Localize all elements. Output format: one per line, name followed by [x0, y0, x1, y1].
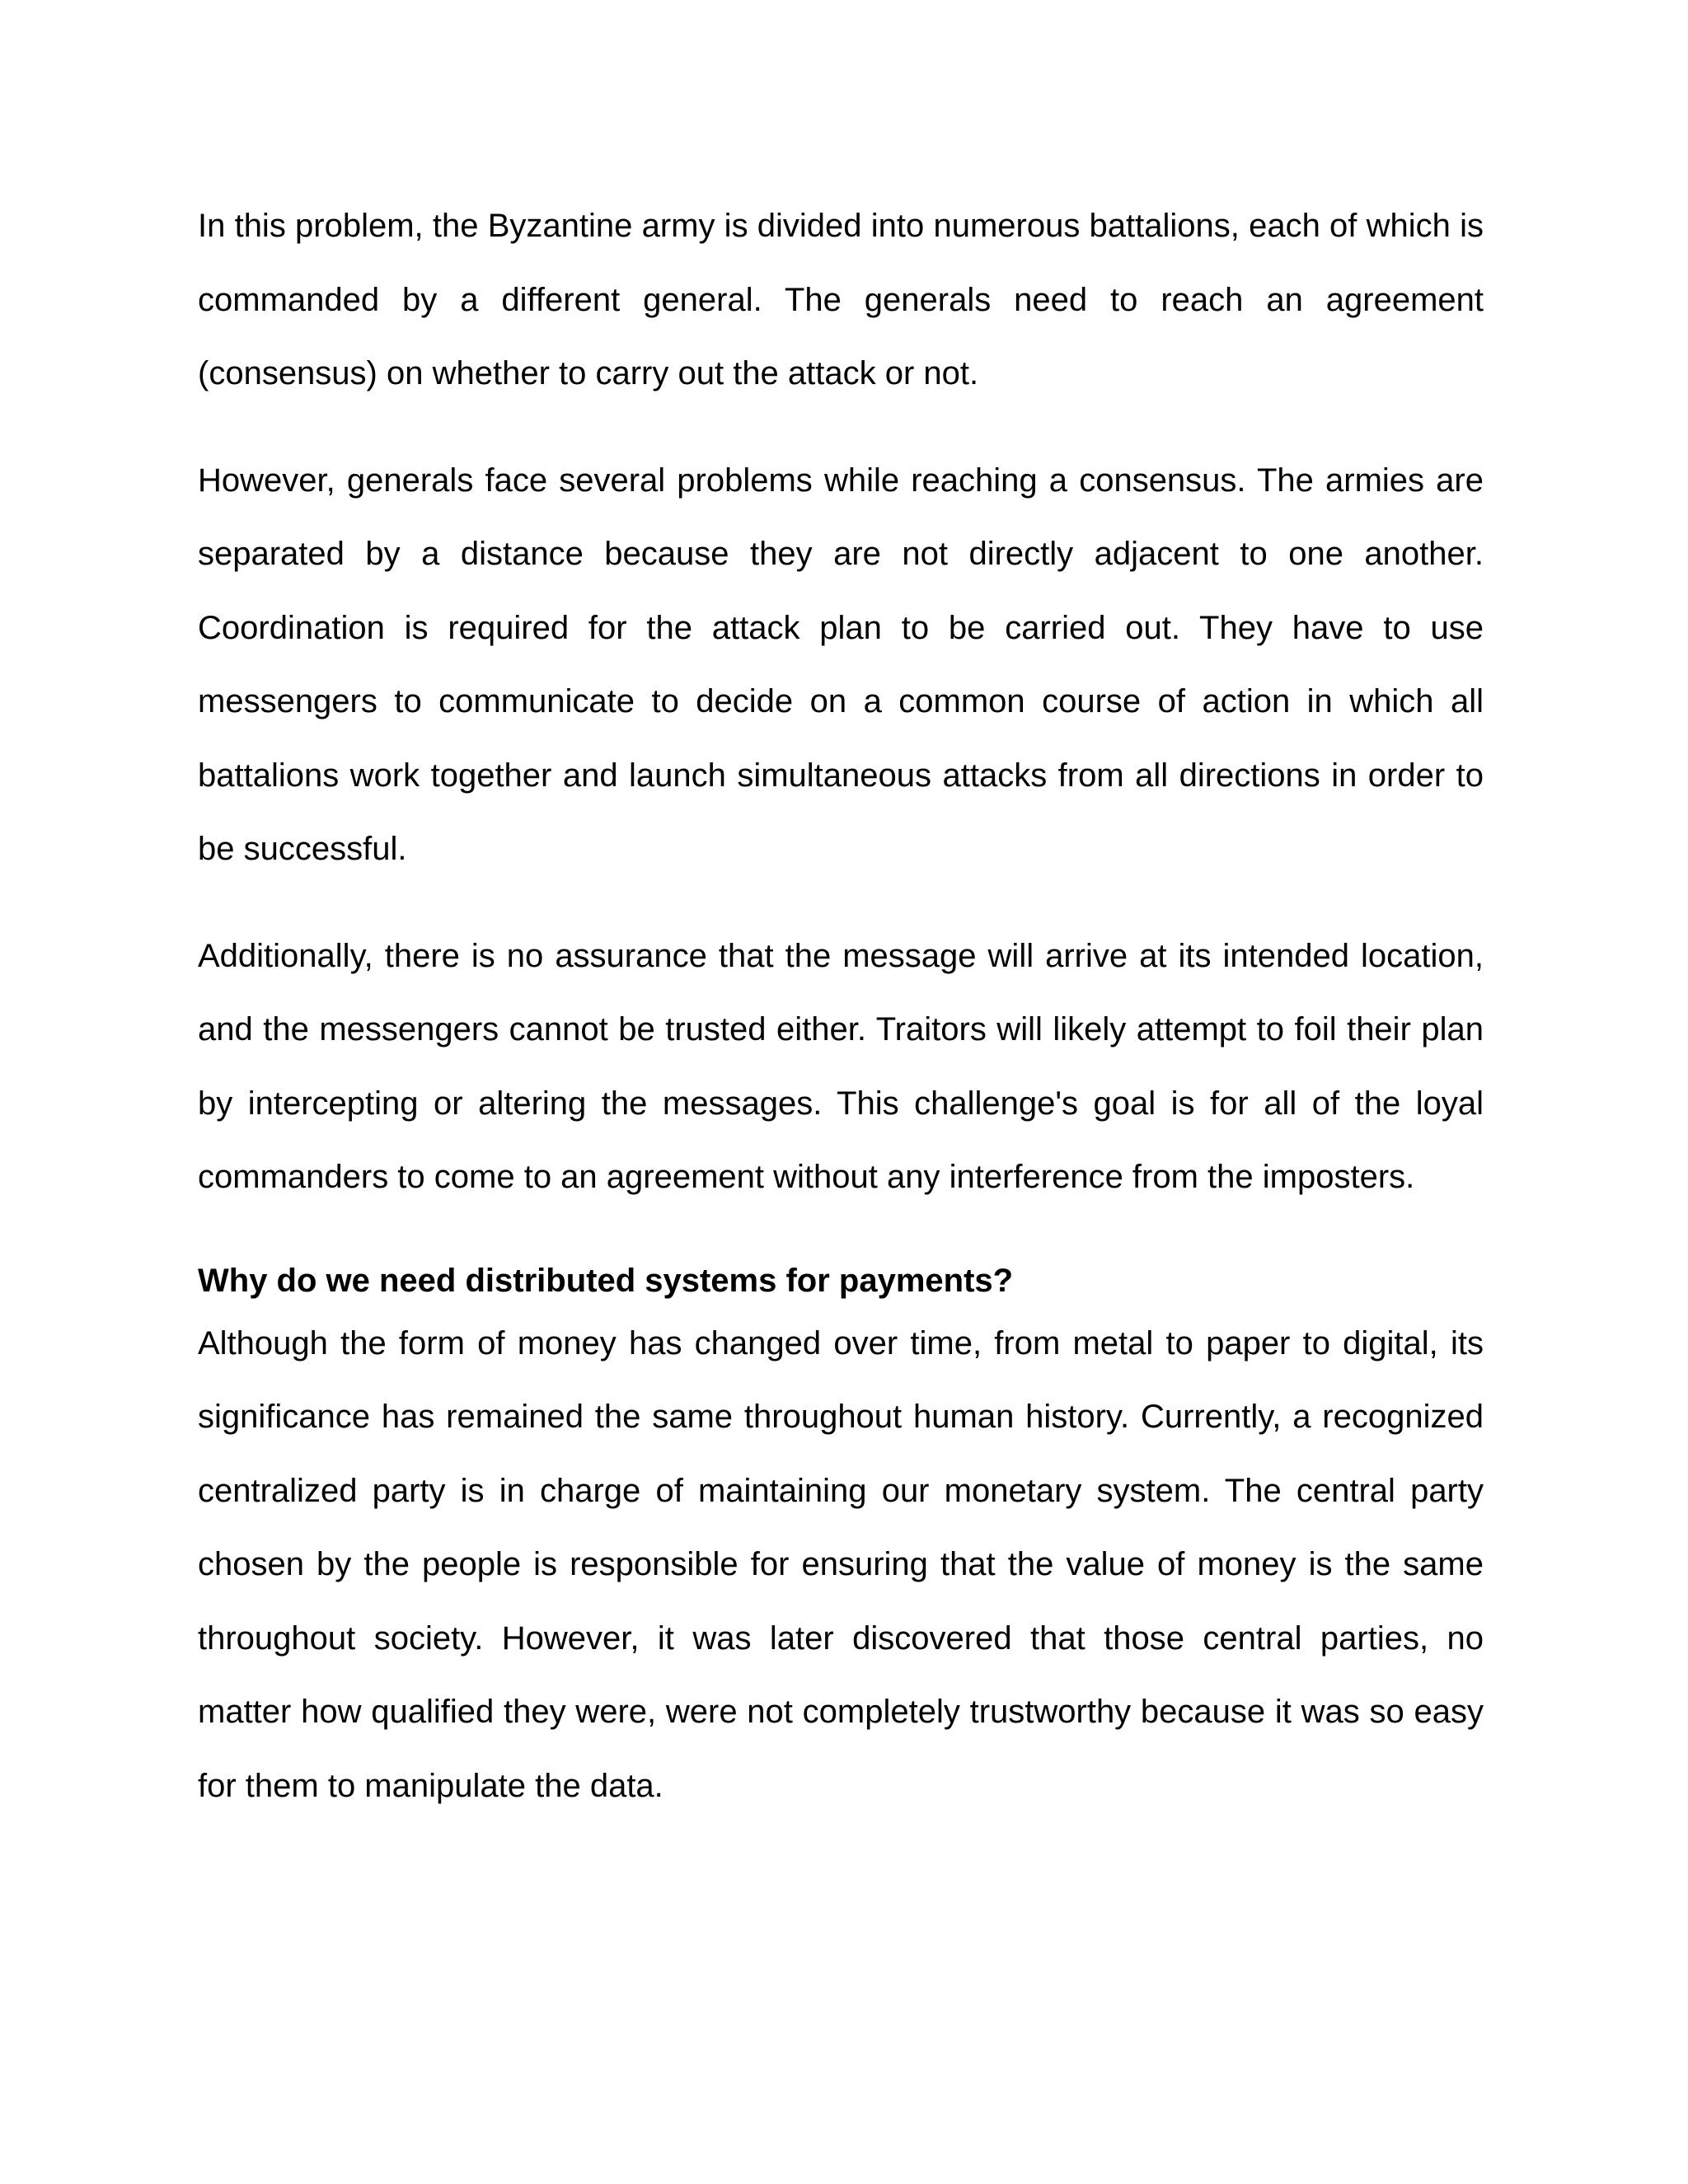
paragraph-message-assurance: Additionally, there is no assurance that the message will arrive at its intended location, and the messengers cannot be trusted either. Traitors will likely attempt to foil their plan by intercepting or altering the messages. This challenge's goal is for all of the loyal commanders to come to an agreement without any interference from the imposters. [198, 937, 1484, 1195]
paragraph-consensus-problems: However, generals face several problems while reaching a consensus. The armies are separated by a distance because they are not directly adjacent to one another. Coordination is required for the attack plan to be carried out. They have to use messengers to communicate to decide on a common course of action in which all battalions work together and launch simultaneous attacks from all directions in order to be successful. [198, 462, 1484, 867]
section-heading: Why do we need distributed systems for payments? [198, 1262, 1014, 1299]
paragraph-payments: Although the form of money has changed over time, from metal to paper to digital, its significance has remained the same throughout human history. Currently, a recognized centralized party is in charge of maintaining our monetary system. The central party chosen by the people is responsible for ensuring that the value of money is the same throughout society. However, it was later discovered that those central parties, no matter how qualified they were, were not completely trustworthy because it was so easy for them to manipulate the data. [198, 1324, 1484, 1804]
document-page [198, 190, 1484, 1823]
paragraph-byzantine-problem: In this problem, the Byzantine army is divided into numerous battalions, each of which is commanded by a different general. The generals need to reach an agreement (consensus) on whether to carry out the attack or not. [198, 208, 1484, 391]
